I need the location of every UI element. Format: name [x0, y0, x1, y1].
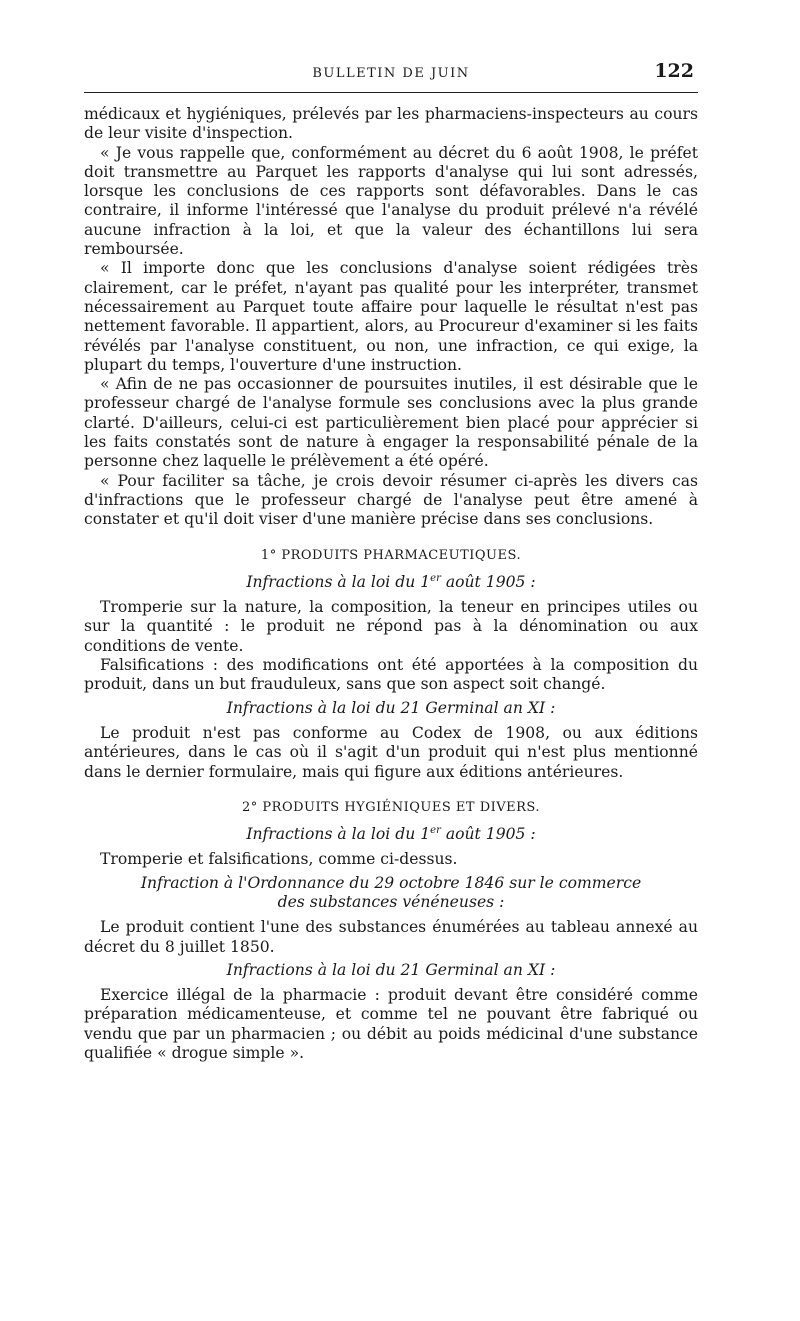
section-heading-hygienic: 2° PRODUITS HYGIÉNIQUES ET DIVERS. [242, 799, 540, 815]
paragraph: Tromperie et falsifications, comme ci-dessus. [100, 850, 458, 869]
ordinal-suffix: er [430, 824, 441, 836]
paragraph: « Je vous rappelle que, conformément au décret du 6 août 1908, le préfet doit transmettre au Parquet les rapports d'analyse qui lui sont adressés, lorsque les conclusions de ces rapports sont défavorables. Dans le cas contraire, il informe l'intéressé que l'analyse du produit prélevé n'a révélé aucune infraction à la loi, et que la valeur des échantillons lui sera remboursée. [84, 143, 698, 259]
subheading [84, 825, 698, 844]
subheading: Infractions à la loi du 21 Germinal an XI : [226, 698, 556, 717]
subheading-line: Infraction à l'Ordonnance du 29 octobre 1846 sur le commerce [140, 873, 642, 892]
subheading-text: août 1905 : [440, 825, 536, 844]
paragraph: Le produit n'est pas conforme au Codex de 1908, ou aux éditions antérieures, dans le cas où il s'agit d'un produit qui n'est plus mentionné dans le dernier formulaire, mais qui figure aux éditions antérieures. [84, 723, 698, 781]
page-header [84, 58, 698, 93]
subheading [84, 874, 698, 913]
paragraph: Falsifications : des modifications ont été apportées à la composition du produit, dans un but frauduleux, sans que son aspect soit changé. [84, 656, 698, 694]
document-page [84, 58, 698, 1063]
ordinal-suffix: er [430, 572, 441, 584]
paragraph: « Afin de ne pas occasionner de poursuites inutiles, il est désirable que le professeur chargé de l'analyse formule ses conclusions avec la plus grande clarté. D'ailleurs, celui-ci est particulièrement bien placé pour apprécier si les faits constatés sont de nature à engager la responsabilité pénale de la personne chez laquelle le prélèvement a été opéré. [84, 375, 698, 471]
paragraph: Exercice illégal de la pharmacie : produit devant être considéré comme préparation médicamenteuse, et comme tel ne pouvant être fabriqué ou vendu que par un pharmacien ; ou débit au poids médicinal d'une substance qualifiée « drogue simple ». [84, 986, 698, 1063]
subheading: Infractions à la loi du 21 Germinal an XI : [226, 960, 556, 979]
page-number: 122 [654, 60, 694, 82]
section-heading-pharmaceutical: 1° PRODUITS PHARMACEUTIQUES. [260, 547, 522, 563]
subheading-line: des substances vénéneuses : [277, 892, 505, 911]
paragraph: Tromperie sur la nature, la composition, la teneur en principes utiles ou sur la quantité : le produit ne répond pas à la dénomination ou aux conditions de vente. [84, 598, 698, 655]
paragraph: « Il importe donc que les conclusions d'analyse soient rédigées très clairement, car le préfet, n'ayant pas qualité pour les interpréter, transmet nécessairement au Parquet toute affaire pour laquelle le résultat n'est pas nettement favorable. Il appartient, alors, au Procureur d'examiner si les faits révélés par l'analyse constituent, ou non, une infraction, ce qui exige, la plupart du temps, l'ouverture d'une instruction. [84, 259, 698, 374]
running-title: BULLETIN DE JUIN [312, 66, 470, 81]
document-body [84, 105, 698, 1063]
paragraph: Le produit contient l'une des substances énumérées au tableau annexé au décret du 8 juillet 1850. [84, 918, 698, 956]
subheading [84, 573, 698, 592]
subheading-text: Infractions à la loi du 1 [246, 825, 431, 844]
subheading-text: août 1905 : [440, 572, 536, 591]
subheading-text: Infractions à la loi du 1 [246, 572, 431, 591]
paragraph-continuation: médicaux et hygiéniques, prélevés par les pharmaciens-inspecteurs au cours de leur visite d'inspection. [84, 105, 698, 143]
paragraph: « Pour faciliter sa tâche, je crois devoir résumer ci-après les divers cas d'infractions que le professeur chargé de l'analyse peut être amené à constater et qu'il doit viser d'une manière précise dans ses conclusions. [84, 471, 698, 529]
